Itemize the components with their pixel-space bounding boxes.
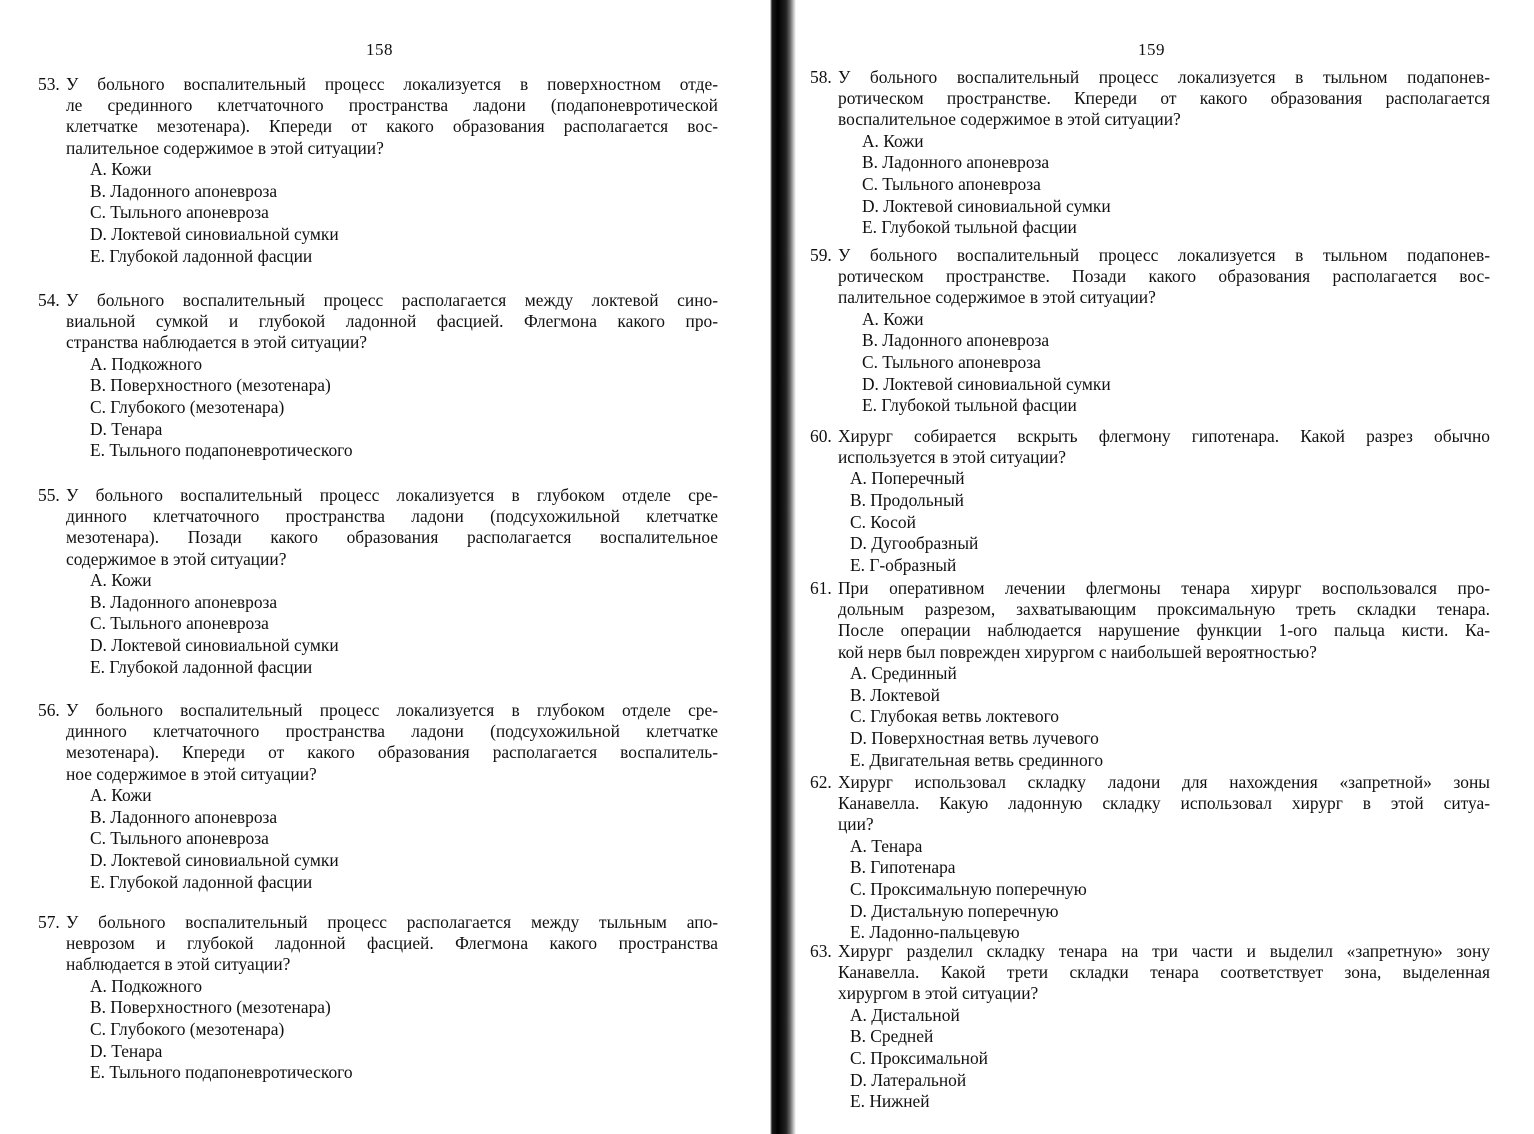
question-text [810, 578, 1490, 663]
answer-options [810, 663, 1490, 771]
answer-option-d: D. Тенара [90, 1040, 163, 1061]
question-text-line: У больного воспалительный процесс локализуется в тыльном подапонев- [838, 67, 1490, 87]
answer-option-b: B. Средней [850, 1026, 934, 1047]
question-number: 55. [38, 485, 60, 505]
question-text-line: У больного воспалительный процесс располагается между локтевой сино- [66, 290, 718, 310]
question-text-line: ротическом пространстве. Позади какого образования располагается вос- [838, 266, 1490, 287]
answer-option-e: E. Глубокой тыльной фасции [862, 217, 1077, 238]
question-text-line: палительное содержимое в этой ситуации? [66, 137, 384, 158]
question-number: 62. [810, 772, 832, 792]
answer-option-e: E. Глубокой ладонной фасции [90, 656, 313, 677]
answer-option-a: A. Кожи [90, 158, 152, 179]
answer-option-e: E. Тыльного подапоневротического [90, 1062, 353, 1083]
answer-option-d: D. Локтевой синовиальной сумки [90, 634, 339, 655]
answer-option-e: E. Глубокой ладонной фасции [90, 245, 313, 266]
question-text [38, 74, 718, 159]
question-text [38, 700, 718, 785]
question-text-line: динного клетчаточного пространства ладони (подсухожильной клетчатке [66, 721, 718, 742]
question-57 [38, 912, 718, 1084]
question-text-line: дольным разрезом, захватывающим проксимальную треть складки тенара. [838, 599, 1490, 620]
answer-option-a: A. Кожи [862, 308, 924, 329]
page-number: 158 [366, 40, 393, 59]
answer-option-e: E. Тыльного подапоневротического [90, 440, 353, 461]
question-text-line: клетчатке мезотенара). Кпереди от какого образования располагается вос- [66, 116, 718, 137]
question-59 [810, 245, 1490, 417]
answer-option-a: A. Срединный [850, 662, 957, 683]
answer-option-c: C. Глубокого (мезотенара) [90, 1018, 285, 1039]
answer-option-a: A. Кожи [90, 569, 152, 590]
answer-options [38, 354, 718, 462]
answer-option-d: D. Дугообразный [850, 533, 979, 554]
answer-option-c: C. Глубокая ветвь локтевого [850, 706, 1059, 727]
left-page [0, 0, 760, 1134]
answer-option-e: E. Глубокой тыльной фасции [862, 395, 1077, 416]
answer-option-d: D. Локтевой синовиальной сумки [90, 223, 339, 244]
answer-option-a: A. Подкожного [90, 975, 203, 996]
question-61 [810, 578, 1490, 771]
book-spine-shadow [762, 0, 798, 1134]
question-number: 59. [810, 245, 832, 265]
question-56 [38, 700, 718, 893]
question-number: 53. [38, 74, 60, 94]
question-number: 61. [810, 578, 832, 598]
question-54 [38, 290, 718, 462]
question-text [38, 912, 718, 976]
question-text [810, 67, 1490, 131]
answer-option-b: B. Локтевой [850, 684, 940, 705]
question-text-line: Канавелла. Какую ладонную складку использовал хирург в этой ситуа- [838, 793, 1490, 814]
question-text-line: У больного воспалительный процесс локализуется в поверхностном отде- [66, 74, 718, 94]
answer-option-b: B. Гипотенара [850, 857, 956, 878]
question-text-line: неврозом и глубокой ладонной фасцией. Флегмона какого пространства [66, 933, 718, 954]
answer-option-c: C. Тыльного апоневроза [862, 173, 1041, 194]
question-text [810, 426, 1490, 468]
answer-option-c: C. Тыльного апоневроза [862, 351, 1041, 372]
question-text-line: кой нерв был поврежден хирургом с наибольшей вероятностью? [838, 641, 1317, 662]
answer-option-c: C. Проксимальной [850, 1047, 988, 1068]
question-number: 63. [810, 941, 832, 961]
answer-option-e: E. Ладонно-пальцевую [850, 922, 1020, 943]
question-text-line: содержимое в этой ситуации? [66, 548, 287, 569]
question-text-line: При оперативном лечении флегмоны тенара хирург воспользовался про- [838, 578, 1490, 598]
answer-options [38, 570, 718, 678]
question-text-line: Хирург разделил складку тенара на три части и выделил «запретную» зону [838, 941, 1490, 961]
question-text-line: динного клетчаточного пространства ладони (подсухожильной клетчатке [66, 506, 718, 527]
answer-option-e: E. Глубокой ладонной фасции [90, 871, 313, 892]
question-text [810, 772, 1490, 836]
answer-option-d: D. Латеральной [850, 1069, 967, 1090]
answer-options [38, 976, 718, 1084]
answer-option-b: B. Поверхностного (мезотенара) [90, 375, 331, 396]
question-text-line: ции? [838, 814, 874, 835]
answer-option-b: B. Ладонного апоневроза [90, 806, 278, 827]
question-text-line: Хирург собирается вскрыть флегмону гипотенара. Какой разрез обычно [838, 426, 1490, 446]
answer-option-c: C. Тыльного апоневроза [90, 613, 269, 634]
answer-option-a: A. Тенара [850, 835, 923, 856]
question-number: 57. [38, 912, 60, 932]
answer-option-b: B. Ладонного апоневроза [90, 591, 278, 612]
question-text [810, 245, 1490, 309]
question-number: 54. [38, 290, 60, 310]
answer-option-c: C. Проксимальную поперечную [850, 878, 1087, 899]
question-text-line: У больного воспалительный процесс располагается между тыльным апо- [66, 912, 718, 932]
question-text-line: воспалительное содержимое в этой ситуации? [838, 109, 1181, 130]
answer-option-a: A. Поперечный [850, 468, 965, 489]
answer-option-d: D. Тенара [90, 418, 163, 439]
answer-option-d: D. Локтевой синовиальной сумки [862, 195, 1111, 216]
answer-option-d: D. Локтевой синовиальной сумки [90, 849, 339, 870]
answer-option-a: A. Подкожного [90, 353, 203, 374]
answer-option-a: A. Кожи [862, 130, 924, 151]
answer-option-b: B. Продольный [850, 490, 964, 511]
answer-option-c: C. Косой [850, 511, 916, 532]
question-text-line: мезотенара). Кпереди от какого образования располагается воспалитель- [66, 742, 718, 763]
answer-options [810, 836, 1490, 944]
question-53 [38, 74, 718, 267]
answer-option-d: D. Дистальную поперечную [850, 900, 1059, 921]
answer-option-c: C. Глубокого (мезотенара) [90, 396, 285, 417]
question-text-line: Канавелла. Какой трети складки тенара соответствует зона, выделенная [838, 962, 1490, 983]
question-62 [810, 772, 1490, 944]
answer-options [810, 309, 1490, 417]
answer-options [810, 131, 1490, 239]
answer-option-c: C. Тыльного апоневроза [90, 202, 269, 223]
question-text-line: странства наблюдается в этой ситуации? [66, 332, 367, 353]
question-60 [810, 426, 1490, 577]
answer-options [38, 785, 718, 893]
answer-option-b: B. Ладонного апоневроза [862, 152, 1050, 173]
question-text-line: используется в этой ситуации? [838, 447, 1066, 468]
question-text-line: После операции наблюдается нарушение функции 1-ого пальца кисти. Ка- [838, 620, 1490, 641]
question-55 [38, 485, 718, 678]
question-text-line: наблюдается в этой ситуации? [66, 954, 291, 975]
question-text-line: хирургом в этой ситуации? [838, 983, 1039, 1004]
answer-option-e: E. Нижней [850, 1091, 930, 1112]
answer-options [810, 468, 1490, 576]
question-text-line: У больного воспалительный процесс локализуется в глубоком отделе сре- [66, 700, 718, 720]
question-text-line: ле срединного клетчаточного пространства ладони (подапоневротической [66, 95, 718, 116]
question-number: 58. [810, 67, 832, 87]
answer-option-c: C. Тыльного апоневроза [90, 828, 269, 849]
question-58 [810, 67, 1490, 239]
answer-option-b: B. Ладонного апоневроза [862, 330, 1050, 351]
answer-options [810, 1005, 1490, 1113]
question-text-line: мезотенара). Позади какого образования располагается воспалительное [66, 527, 718, 548]
question-text-line: виальной сумкой и глубокой ладонной фасцией. Флегмона какого про- [66, 311, 718, 332]
question-63 [810, 941, 1490, 1113]
question-text-line: Хирург использовал складку ладони для нахождения «запретной» зоны [838, 772, 1490, 792]
question-text-line: ротическом пространстве. Кпереди от какого образования располагается [838, 88, 1490, 109]
question-text [38, 485, 718, 570]
question-text-line: палительное содержимое в этой ситуации? [838, 287, 1156, 308]
question-number: 56. [38, 700, 60, 720]
answer-option-b: B. Поверхностного (мезотенара) [90, 997, 331, 1018]
question-text [38, 290, 718, 354]
answer-option-a: A. Кожи [90, 784, 152, 805]
answer-option-b: B. Ладонного апоневроза [90, 180, 278, 201]
answer-option-a: A. Дистальной [850, 1004, 960, 1025]
question-text-line: ное содержимое в этой ситуации? [66, 763, 317, 784]
answer-option-d: D. Поверхностная ветвь лучевого [850, 727, 1099, 748]
question-text [810, 941, 1490, 1005]
question-number: 60. [810, 426, 832, 446]
right-page [800, 0, 1534, 1134]
page-number: 159 [1138, 40, 1165, 59]
answer-option-e: E. Двигательная ветвь срединного [850, 749, 1104, 770]
answer-option-e: E. Г-образный [850, 555, 957, 576]
question-text-line: У больного воспалительный процесс локализуется в тыльном подапонев- [838, 245, 1490, 265]
answer-option-d: D. Локтевой синовиальной сумки [862, 373, 1111, 394]
question-text-line: У больного воспалительный процесс локализуется в глубоком отделе сре- [66, 485, 718, 505]
answer-options [38, 159, 718, 267]
